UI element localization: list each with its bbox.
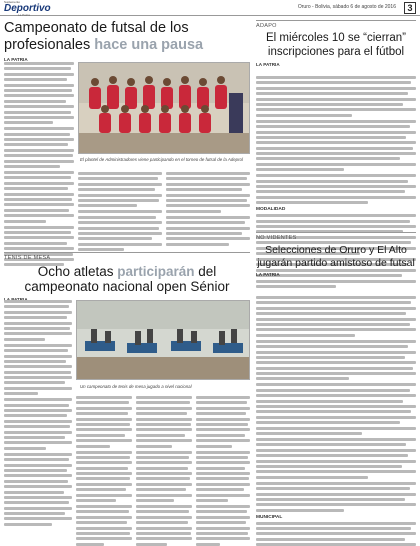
story2-body-col4 xyxy=(196,396,250,546)
table-tennis-graphic xyxy=(77,301,250,380)
story1-headline-line1: Campeonato de futsal de los xyxy=(4,20,189,36)
story3-byline: LA PATRIA xyxy=(256,62,280,67)
story-no-videntes xyxy=(256,232,416,277)
story2-headline-line1 xyxy=(4,264,250,279)
story1-body-col1 xyxy=(4,62,74,269)
story4-subhead: MUNICIPAL xyxy=(256,514,283,520)
story4-byline: LA PATRIA xyxy=(256,272,280,277)
story4-headline: Selecciones de Oruro y El Alto jugarán partido amistoso de futsal xyxy=(257,244,415,269)
story1-headline xyxy=(4,20,250,54)
story1-headline-part: profesionales xyxy=(4,37,95,53)
team-photo-graphic xyxy=(79,63,250,154)
story4-body xyxy=(256,296,416,546)
story4-section-tag: NO VIDENTES xyxy=(256,232,416,241)
story3-subhead: MODALIDAD xyxy=(256,207,286,213)
story-tenis-de-mesa xyxy=(4,252,250,302)
story3-headline: El miércoles 10 se “cierran” inscripciones para el fútbol xyxy=(266,32,406,58)
story1-body-col2 xyxy=(78,172,162,253)
story2-body-col2 xyxy=(76,396,132,546)
masthead xyxy=(0,0,420,16)
story2-headline-highlight: participarán xyxy=(117,264,195,279)
logo-title: Deportivo xyxy=(4,3,51,14)
story3-section-tag: ADAPO xyxy=(256,20,416,29)
story1-byline: LA PATRIA xyxy=(4,57,28,62)
futsal-team-photo xyxy=(78,62,250,154)
story1-headline-highlight: hace una pausa xyxy=(94,37,204,53)
story2-section-tag: TENIS DE MESA xyxy=(4,252,250,261)
table-tennis-photo xyxy=(76,300,250,380)
logo-subtitle: La Patria xyxy=(18,13,31,17)
story-adapo xyxy=(256,20,416,67)
story2-headline-part-a: Ocho atletas xyxy=(37,264,118,279)
page-number: 3 xyxy=(404,2,416,14)
story1-body-col3 xyxy=(166,172,250,248)
story1-photo-caption: El plantel de Administradores viene participando en el torneo de futsal de la Adeprol xyxy=(80,157,243,162)
story1-headline-line2 xyxy=(4,37,250,54)
newspaper-logo xyxy=(4,1,51,17)
story2-photo-caption: Un campeonato de tenis de mesa jugado a nivel nacional xyxy=(80,384,192,389)
story2-body-col1 xyxy=(4,300,72,528)
story2-headline-line2: campeonato nacional open Sénior xyxy=(24,279,230,294)
logo-supplement: Suplemento xyxy=(4,0,21,4)
story2-headline xyxy=(4,264,250,294)
story-futsal-profesionales xyxy=(4,20,250,62)
dateline: Oruro - Bolivia, sábado 6 de agosto de 2016 xyxy=(297,4,396,10)
story2-headline-part-b: del xyxy=(194,264,217,279)
story2-body-col3 xyxy=(136,396,192,546)
